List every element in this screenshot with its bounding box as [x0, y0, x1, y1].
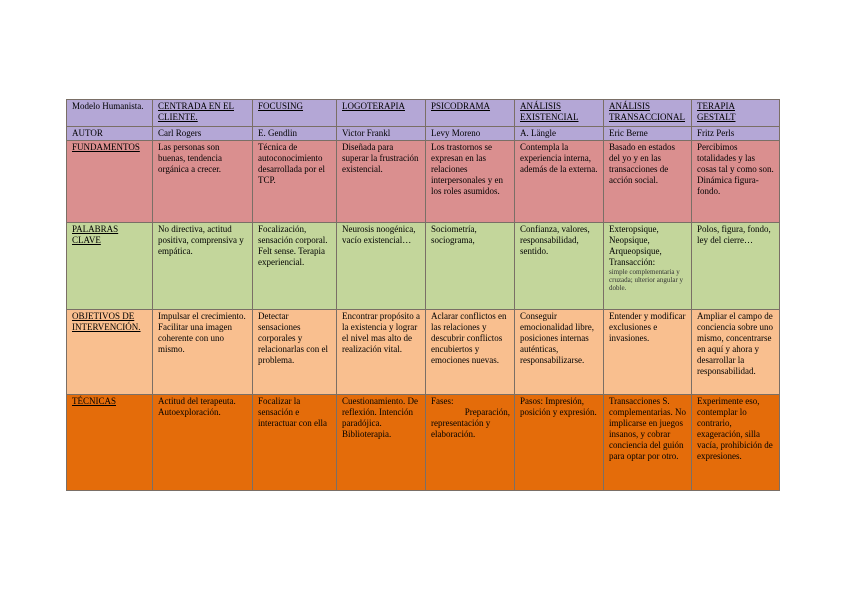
model-label: Modelo Humanista.	[67, 100, 153, 127]
col-header: TERAPIA GESTALT	[692, 100, 780, 127]
col-header: ANÁLISIS TRANSACCIONAL	[604, 100, 692, 127]
table-cell: Actitud del terapeuta. Autoexploración.	[153, 395, 253, 491]
fundamentos-row	[67, 141, 780, 223]
table-cell: Transacciones S. complementarias. No implicarse en juegos insanos, y cobrar conciencia del guión para optar por otro.	[604, 395, 692, 491]
table-cell: Entender y modificar exclusiones e invasiones.	[604, 310, 692, 395]
table-cell: Ampliar el campo de conciencia sobre uno mismo, concentrarse en aquí y ahora y desarrollar la responsabilidad.	[692, 310, 780, 395]
table-cell: Los trastornos se expresan en las relaciones interpersonales y en los roles asumidos.	[426, 141, 515, 223]
col-header: CENTRADA EN EL CLIENTE.	[153, 100, 253, 127]
table-cell: No directiva, actitud positiva, comprensiva y empática.	[153, 223, 253, 310]
table-cell: Focalización, sensación corporal. Felt sense. Terapia experiencial.	[253, 223, 337, 310]
palabras-row	[67, 223, 780, 310]
table-cell: Detectar sensaciones corporales y relacionarlas con el problema.	[253, 310, 337, 395]
table-cell: Pasos: Impresión, posición y expresión.	[515, 395, 604, 491]
row-label: FUNDAMENTOS	[67, 141, 153, 223]
table-cell: E. Gendlin	[253, 127, 337, 141]
cell-text: Preparación,	[464, 407, 510, 417]
table-cell: Victor Frankl	[337, 127, 426, 141]
table-cell	[604, 223, 692, 310]
table-cell: Cuestionamiento. De reflexión. Intención paradójica. Biblioterapia.	[337, 395, 426, 491]
table-cell: Experimente eso, contemplar lo contrario, exageración, silla vacía, prohibición de expresiones.	[692, 395, 780, 491]
header-row	[67, 100, 780, 127]
table-cell: Encontrar propósito a la existencia y lograr el nivel mas alto de realización vital.	[337, 310, 426, 395]
row-label: AUTOR	[67, 127, 153, 141]
row-label: PALABRAS CLAVE	[67, 223, 153, 310]
col-header: FOCUSING	[253, 100, 337, 127]
table-cell: Levy Moreno	[426, 127, 515, 141]
objetivos-row	[67, 310, 780, 395]
table-cell: A. Längle	[515, 127, 604, 141]
table-cell: Las personas son buenas, tendencia orgánica a crecer.	[153, 141, 253, 223]
table-cell: Contempla la experiencia interna, además de la externa.	[515, 141, 604, 223]
table-cell: Conseguir emocionalidad libre, posiciones internas auténticas, responsabilizarse.	[515, 310, 604, 395]
cell-text: Fases:	[431, 396, 454, 406]
table-cell: Neurosis noogénica, vacío existencial…	[337, 223, 426, 310]
table-cell: Técnica de autoconocimiento desarrollada por el TCP.	[253, 141, 337, 223]
table-cell: Percibimos totalidades y las cosas tal y como son. Dinámica figura-fondo.	[692, 141, 780, 223]
cell-text: Exteropsique, Neopsique, Arqueopsique, Transacción:	[609, 224, 662, 267]
transaccion-detail: simple complementaria y cruzada; ulterior angular y doble.	[609, 268, 684, 292]
table-cell: Carl Rogers	[153, 127, 253, 141]
table-cell: Diseñada para superar la frustración existencial.	[337, 141, 426, 223]
cell-text: representación y elaboración.	[431, 418, 491, 439]
humanist-models-table	[66, 99, 780, 491]
col-header: ANÁLISIS EXISTENCIAL	[515, 100, 604, 127]
table-cell	[426, 395, 515, 491]
row-label: OBJETIVOS DE INTERVENCIÓN.	[67, 310, 153, 395]
table-cell: Focalizar la sensación e interactuar con ella	[253, 395, 337, 491]
table-cell: Basado en estados del yo y en las transacciones de acción social.	[604, 141, 692, 223]
col-header: PSICODRAMA	[426, 100, 515, 127]
autor-row	[67, 127, 780, 141]
table-cell: Fritz Perls	[692, 127, 780, 141]
tecnicas-row	[67, 395, 780, 491]
table-cell: Eric Berne	[604, 127, 692, 141]
table-cell: Aclarar conflictos en las relaciones y descubrir conflictos encubiertos y emociones nuevas.	[426, 310, 515, 395]
row-label: TÉCNICAS	[67, 395, 153, 491]
table-cell: Sociometría, sociograma,	[426, 223, 515, 310]
table-cell: Impulsar el crecimiento. Facilitar una imagen coherente con uno mismo.	[153, 310, 253, 395]
table-cell: Polos, figura, fondo, ley del cierre…	[692, 223, 780, 310]
col-header: LOGOTERAPIA	[337, 100, 426, 127]
table-cell: Confianza, valores, responsabilidad, sentido.	[515, 223, 604, 310]
